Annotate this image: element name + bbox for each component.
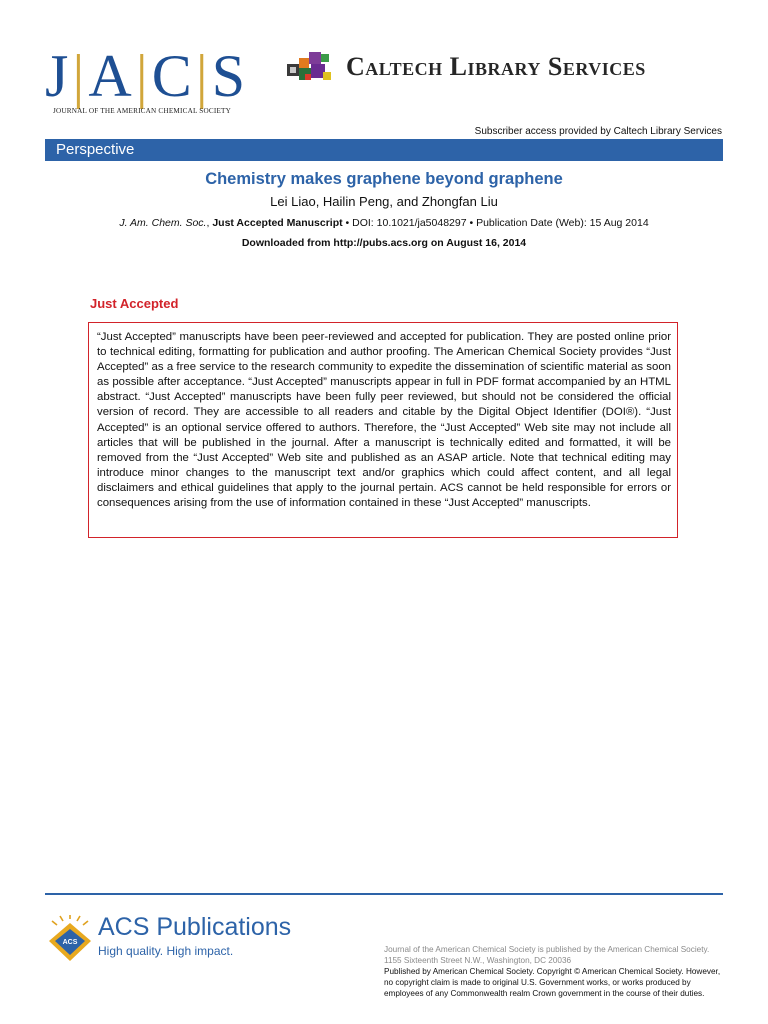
jacs-letter: C — [151, 43, 192, 109]
publisher-note: Journal of the American Chemical Society is published by the American Chemical Society. 1155 Sixteenth Street N.W., Washington, DC 20036 — [384, 945, 710, 965]
acs-tagline: High quality. High impact. — [98, 944, 234, 958]
article-title[interactable]: Chemistry makes graphene beyond graphene — [205, 170, 563, 188]
footer-notes — [384, 944, 724, 999]
footer-divider — [45, 893, 723, 895]
download-note: Downloaded from http://pubs.acs.org on August 16, 2014 — [241, 237, 527, 249]
just-accepted-box — [88, 322, 678, 538]
citation-status: Just Accepted Manuscript — [212, 217, 343, 229]
jacs-letter: S — [211, 43, 246, 109]
caltech-library-icon — [285, 48, 333, 86]
section-label: Perspective — [56, 141, 135, 158]
article-citation — [0, 217, 768, 229]
just-accepted-heading: Just Accepted — [90, 296, 179, 311]
jacs-tagline: JOURNAL OF THE AMERICAN CHEMICAL SOCIETY — [53, 107, 232, 115]
just-accepted-body: “Just Accepted” manuscripts have been peer-reviewed and accepted for publication. They are posted online prior to technical editing, formatting for publication and author proofing. The American Chemical Society provides “Just Accepted” as a free service to the research community to expedite the dissemination of scientific material as soon as possible after acceptance. “Just Accepted” manuscripts appear in full in PDF format accompanied by an HTML abstract. “Just Accepted” manuscripts have been fully peer reviewed, but should not be considered the official version of record. They are accessible to all readers and citable by the Digital Object Identifier (DOI®). “Just Accepted” is an optional service offered to authors. Therefore, the “Just Accepted” Web site may not include all articles that will be published in the journal. After a manuscript is technically edited and formatted, it will be removed from the “Just Accepted” Web site and published as an ASAP article. Note that technical editing may introduce minor changes to the manuscript text and/or graphics which could affect content, and all legal disclaimers and ethical guidelines that apply to the journal pertain. ACS cannot be held responsible for errors or consequences arising from the use of information contained in these “Just Accepted” manuscripts. — [97, 331, 671, 510]
jacs-logo — [45, 44, 270, 116]
acs-badge-letters: ACS — [62, 939, 78, 946]
article-authors: Lei Liao, Hailin Peng, and Zhongfan Liu — [270, 194, 498, 209]
jacs-letter: J — [45, 43, 69, 109]
citation-doi-date: • DOI: 10.1021/ja5048297 • Publication Date (Web): 15 Aug 2014 — [345, 217, 649, 229]
citation-separator: , — [206, 217, 210, 229]
section-banner — [45, 139, 723, 161]
citation-journal: J. Am. Chem. Soc. — [119, 217, 207, 229]
jacs-logo-letters: J|A|C|S — [45, 43, 246, 109]
acs-badge-icon — [45, 913, 95, 965]
jacs-letter: A — [88, 43, 132, 109]
copyright-note: Published by American Chemical Society. Copyright © American Chemical Society. However, no copyright claim is made to original U.S. Government works, or works produced by employees of any Commonwealth realm Crown government in the course of their duties. — [384, 967, 721, 998]
caltech-library-title: Caltech Library Services — [346, 52, 646, 81]
acs-publications-name[interactable]: ACS Publications — [98, 913, 292, 941]
subscriber-note: Subscriber access provided by Caltech Library Services — [474, 126, 722, 137]
